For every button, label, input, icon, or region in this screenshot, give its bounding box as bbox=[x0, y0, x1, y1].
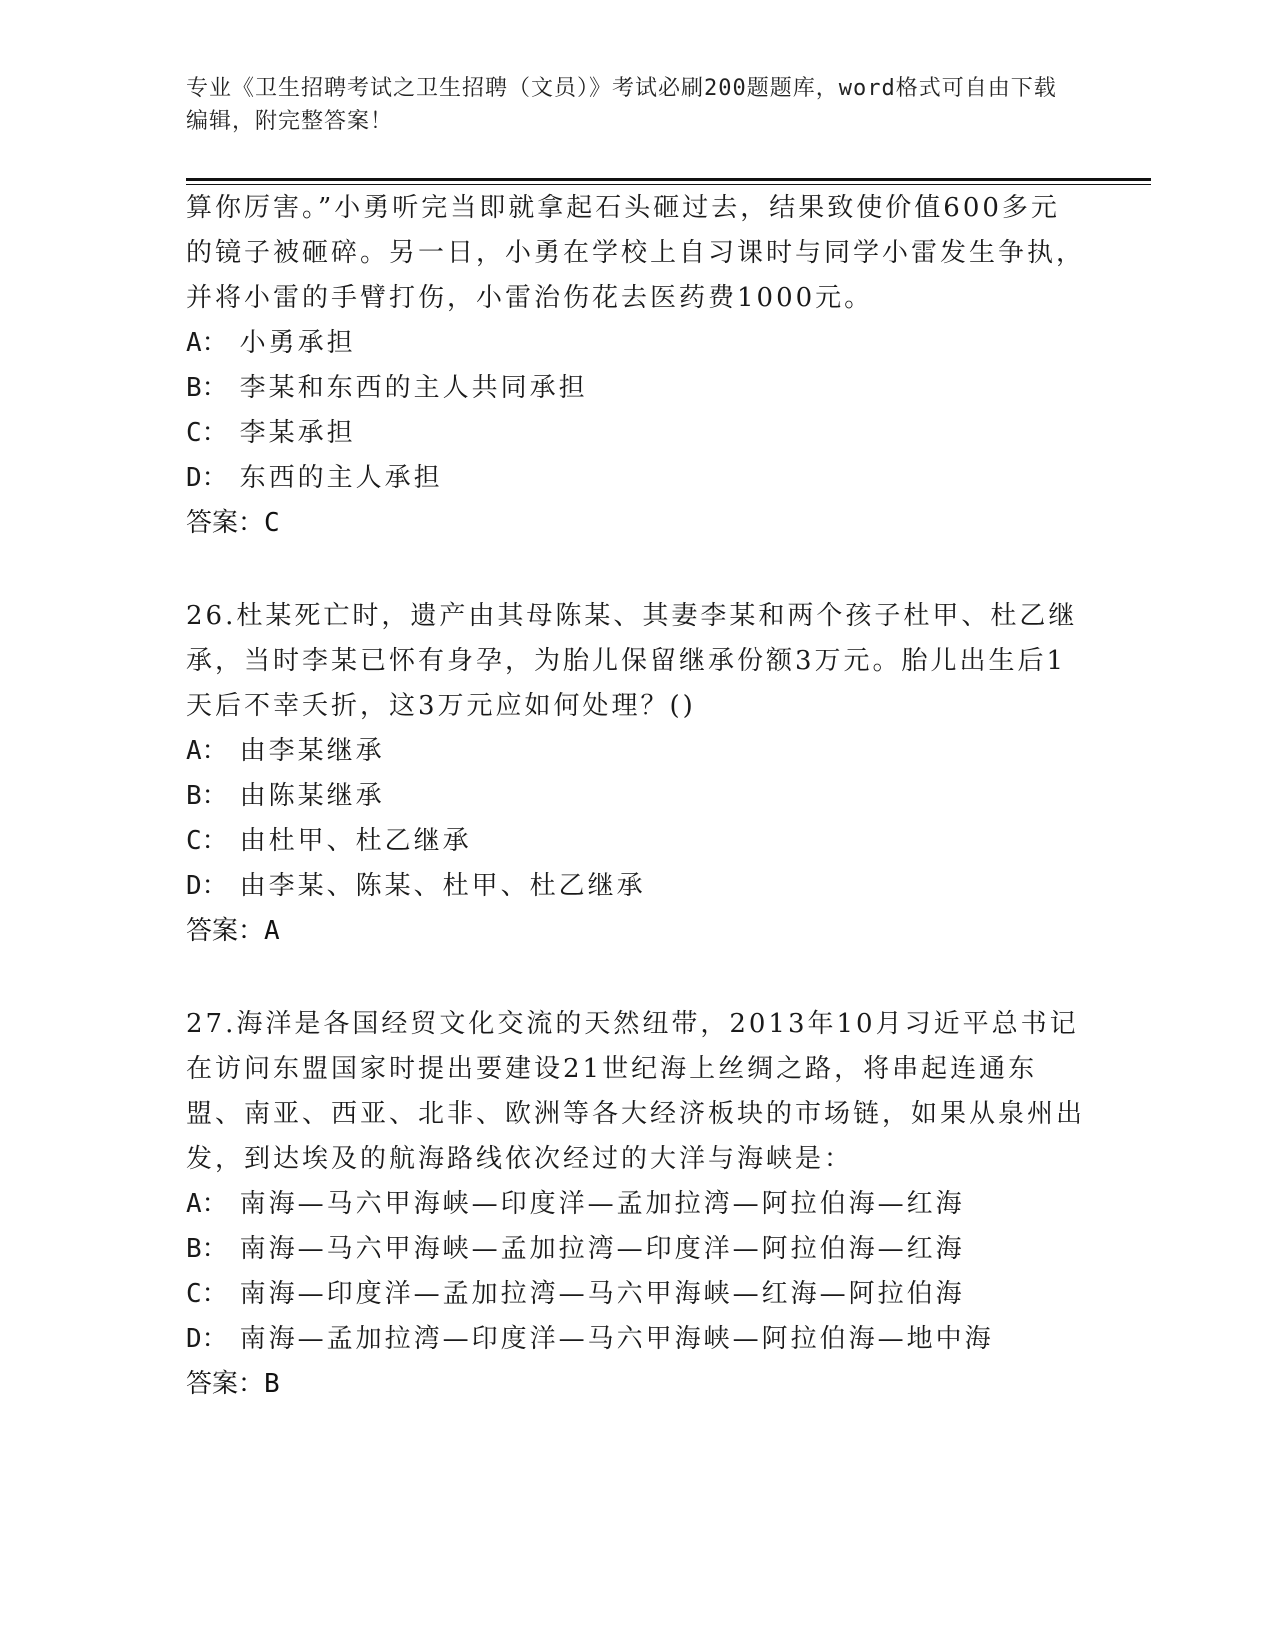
option-text: 由李某继承 bbox=[239, 736, 385, 766]
option-c bbox=[186, 1272, 1086, 1317]
option-text: 东西的主人承担 bbox=[239, 463, 443, 493]
option-a bbox=[186, 321, 1086, 366]
answer-value: A bbox=[264, 916, 280, 946]
option-key: B： bbox=[186, 373, 228, 403]
option-key: D： bbox=[186, 1324, 228, 1354]
question-27 bbox=[186, 1002, 1086, 1407]
option-text: 南海—孟加拉湾—印度洋—马六甲海峡—阿拉伯海—地中海 bbox=[239, 1324, 994, 1354]
option-text: 南海—马六甲海峡—印度洋—孟加拉湾—阿拉伯海—红海 bbox=[239, 1189, 965, 1219]
option-d bbox=[186, 864, 1086, 909]
document-header bbox=[186, 72, 1066, 138]
answer-label: 答案： bbox=[186, 508, 265, 538]
question-25-continued bbox=[186, 186, 1086, 546]
option-text: 由李某、陈某、杜甲、杜乙继承 bbox=[239, 871, 646, 901]
answer-label: 答案： bbox=[186, 916, 265, 946]
option-key: A： bbox=[186, 1189, 228, 1219]
option-a bbox=[186, 1182, 1086, 1227]
option-a bbox=[186, 729, 1086, 774]
option-key: B： bbox=[186, 781, 228, 811]
document-body bbox=[186, 186, 1086, 1407]
option-text: 小勇承担 bbox=[239, 328, 356, 358]
option-key: A： bbox=[186, 328, 228, 358]
option-b bbox=[186, 1227, 1086, 1272]
header-text: 专业《卫生招聘考试之卫生招聘（文员）》考试必刷200题题库，word格式可自由下载编辑，附完整答案！ bbox=[186, 76, 1057, 134]
answer-line bbox=[186, 909, 1086, 954]
option-key: A： bbox=[186, 736, 228, 766]
answer-value: C bbox=[264, 508, 280, 538]
option-text: 李某承担 bbox=[239, 418, 356, 448]
answer-line bbox=[186, 501, 1086, 546]
answer-line bbox=[186, 1362, 1086, 1407]
answer-label: 答案： bbox=[186, 1369, 265, 1399]
option-key: D： bbox=[186, 463, 228, 493]
option-c bbox=[186, 411, 1086, 456]
option-text: 李某和东西的主人共同承担 bbox=[239, 373, 588, 403]
option-text: 南海—印度洋—孟加拉湾—马六甲海峡—红海—阿拉伯海 bbox=[239, 1279, 965, 1309]
option-key: B： bbox=[186, 1234, 228, 1264]
question-stem: 27.海洋是各国经贸文化交流的天然纽带，2013年10月习近平总书记在访问东盟国家时提出要建设21世纪海上丝绸之路，将串起连通东盟、南亚、西亚、北非、欧洲等各大经济板块的市场链，如果从泉州出发，到达埃及的航海路线依次经过的大洋与海峡是： bbox=[186, 1009, 1086, 1174]
header-rule-thick bbox=[186, 178, 1151, 181]
option-text: 由杜甲、杜乙继承 bbox=[239, 826, 472, 856]
question-26 bbox=[186, 594, 1086, 954]
option-key: C： bbox=[186, 826, 228, 856]
question-stem: 26.杜某死亡时，遗产由其母陈某、其妻李某和两个孩子杜甲、杜乙继承，当时李某已怀有身孕，为胎儿保留继承份额3万元。胎儿出生后1天后不幸夭折，这3万元应如何处理？() bbox=[186, 601, 1078, 721]
question-stem: 算你厉害。”小勇听完当即就拿起石头砸过去，结果致使价值600多元的镜子被砸碎。另一日，小勇在学校上自习课时与同学小雷发生争执，并将小雷的手臂打伤，小雷治伤花去医药费1000元。 bbox=[186, 193, 1086, 313]
option-b bbox=[186, 366, 1086, 411]
header-rule-thin bbox=[186, 184, 1151, 185]
option-b bbox=[186, 774, 1086, 819]
option-d bbox=[186, 456, 1086, 501]
option-c bbox=[186, 819, 1086, 864]
option-key: D： bbox=[186, 871, 228, 901]
option-key: C： bbox=[186, 1279, 228, 1309]
option-text: 南海—马六甲海峡—孟加拉湾—印度洋—阿拉伯海—红海 bbox=[239, 1234, 965, 1264]
option-key: C： bbox=[186, 418, 228, 448]
option-text: 由陈某继承 bbox=[239, 781, 385, 811]
answer-value: B bbox=[264, 1369, 280, 1399]
option-d bbox=[186, 1317, 1086, 1362]
